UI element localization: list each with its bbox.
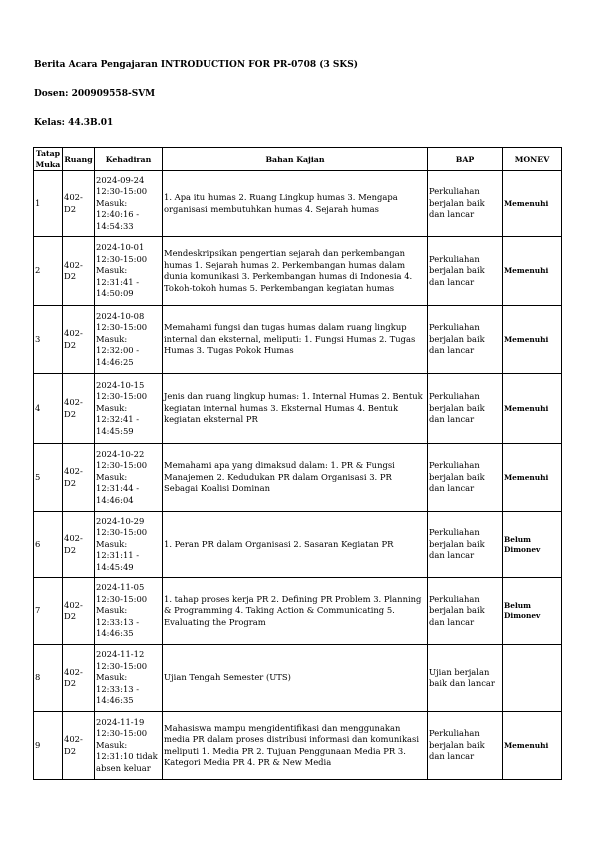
col-header-kehadiran: Kehadiran	[95, 148, 163, 171]
table-header-row	[34, 148, 562, 171]
cell-monev: Belum Dimonev	[503, 578, 562, 645]
cell-ruang: 402-D2	[63, 374, 95, 444]
cell-monev: Memenuhi	[503, 712, 562, 780]
cell-bap: Perkuliahan berjalan baik dan lancar	[428, 444, 503, 512]
cell-bap: Perkuliahan berjalan baik dan lancar	[428, 512, 503, 578]
cell-bap: Perkuliahan berjalan baik dan lancar	[428, 712, 503, 780]
table-body	[34, 171, 562, 780]
cell-bahan-kajian: Mahasiswa mampu mengidentifikasi dan menggunakan media PR dalam proses distribusi informasi dan komunikasi meliputi 1. Media PR 2. Tujuan Penggunaan Media PR 3. Kategori Media PR 4. PR & New Media	[163, 712, 428, 780]
table-row	[34, 512, 562, 578]
cell-bahan-kajian: Memahami apa yang dimaksud dalam: 1. PR & Fungsi Manajemen 2. Kedudukan PR dalam Organisasi 3. PR Sebagai Koalisi Dominan	[163, 444, 428, 512]
cell-kehadiran: 2024-10-01 12:30-15:00 Masuk: 12:31:41 - 14:50:09	[95, 237, 163, 306]
cell-ruang: 402-D2	[63, 444, 95, 512]
cell-ruang: 402-D2	[63, 645, 95, 712]
cell-tatap-muka: 1	[34, 171, 63, 237]
cell-bahan-kajian: 1. tahap proses kerja PR 2. Defining PR Problem 3. Planning & Programming 4. Taking Action & Communicating 5. Evaluating the Program	[163, 578, 428, 645]
cell-kehadiran: 2024-11-19 12:30-15:00 Masuk: 12:31:10 tidak absen keluar	[95, 712, 163, 780]
cell-monev: Memenuhi	[503, 444, 562, 512]
cell-ruang: 402-D2	[63, 578, 95, 645]
table-row	[34, 712, 562, 780]
dosen-line: Dosen: 200909558-SVM	[34, 89, 156, 99]
cell-kehadiran: 2024-10-22 12:30-15:00 Masuk: 12:31:44 - 14:46:04	[95, 444, 163, 512]
cell-tatap-muka: 2	[34, 237, 63, 306]
cell-ruang: 402-D2	[63, 306, 95, 374]
cell-monev: Belum Dimonev	[503, 512, 562, 578]
col-header-bap: BAP	[428, 148, 503, 171]
cell-ruang: 402-D2	[63, 712, 95, 780]
cell-tatap-muka: 6	[34, 512, 63, 578]
table-row	[34, 374, 562, 444]
cell-bahan-kajian: 1. Peran PR dalam Organisasi 2. Sasaran Kegiatan PR	[163, 512, 428, 578]
cell-monev: Memenuhi	[503, 374, 562, 444]
cell-bap: Perkuliahan berjalan baik dan lancar	[428, 171, 503, 237]
cell-kehadiran: 2024-10-15 12:30-15:00 Masuk: 12:32:41 - 14:45:59	[95, 374, 163, 444]
cell-kehadiran: 2024-11-12 12:30-15:00 Masuk: 12:33:13 - 14:46:35	[95, 645, 163, 712]
cell-bap: Perkuliahan berjalan baik dan lancar	[428, 237, 503, 306]
cell-tatap-muka: 5	[34, 444, 63, 512]
cell-bahan-kajian: Ujian Tengah Semester (UTS)	[163, 645, 428, 712]
col-header-monev: MONEV	[503, 148, 562, 171]
table-row	[34, 306, 562, 374]
table-row	[34, 645, 562, 712]
col-header-ruang: Ruang	[63, 148, 95, 171]
table-row	[34, 237, 562, 306]
cell-tatap-muka: 4	[34, 374, 63, 444]
cell-bahan-kajian: Mendeskripsikan pengertian sejarah dan perkembangan humas 1. Sejarah humas 2. Perkembangan humas dalam dunia komunikasi 3. Perkembangan humas di Indonesia 4. Tokoh-tokoh humas 5. Perkembangan kegiatan humas	[163, 237, 428, 306]
cell-bap: Perkuliahan berjalan baik dan lancar	[428, 374, 503, 444]
cell-bahan-kajian: 1. Apa itu humas 2. Ruang Lingkup humas 3. Mengapa organisasi membutuhkan humas 4. Sejarah humas	[163, 171, 428, 237]
kelas-line: Kelas: 44.3B.01	[34, 118, 114, 128]
cell-bap: Perkuliahan berjalan baik dan lancar	[428, 578, 503, 645]
cell-ruang: 402-D2	[63, 171, 95, 237]
cell-kehadiran: 2024-09-24 12:30-15:00 Masuk: 12:40:16 - 14:54:33	[95, 171, 163, 237]
cell-bap: Perkuliahan berjalan baik dan lancar	[428, 306, 503, 374]
document-title: Berita Acara Pengajaran INTRODUCTION FOR PR-0708 (3 SKS)	[34, 60, 358, 70]
cell-bap: Ujian berjalan baik dan lancar	[428, 645, 503, 712]
cell-monev: Memenuhi	[503, 171, 562, 237]
col-header-tatap-muka: Tatap Muka	[34, 148, 63, 171]
cell-tatap-muka: 7	[34, 578, 63, 645]
cell-bahan-kajian: Memahami fungsi dan tugas humas dalam ruang lingkup internal dan eksternal, meliputi: 1. Fungsi Humas 2. Tugas Humas 3. Tugas Pokok Humas	[163, 306, 428, 374]
cell-kehadiran: 2024-10-08 12:30-15:00 Masuk: 12:32:00 - 14:46:25	[95, 306, 163, 374]
cell-bahan-kajian: Jenis dan ruang lingkup humas: 1. Internal Humas 2. Bentuk kegiatan internal humas 3. Eksternal Humas 4. Bentuk kegiatan eksternal PR	[163, 374, 428, 444]
cell-monev	[503, 645, 562, 712]
table-row	[34, 578, 562, 645]
cell-kehadiran: 2024-11-05 12:30-15:00 Masuk: 12:33:13 - 14:46:35	[95, 578, 163, 645]
cell-monev: Memenuhi	[503, 306, 562, 374]
table-row	[34, 171, 562, 237]
cell-kehadiran: 2024-10-29 12:30-15:00 Masuk: 12:31:11 - 14:45:49	[95, 512, 163, 578]
cell-ruang: 402-D2	[63, 512, 95, 578]
cell-ruang: 402-D2	[63, 237, 95, 306]
table-row	[34, 444, 562, 512]
col-header-bahan-kajian: Bahan Kajian	[163, 148, 428, 171]
bap-table	[33, 147, 562, 780]
cell-tatap-muka: 8	[34, 645, 63, 712]
cell-tatap-muka: 3	[34, 306, 63, 374]
cell-monev: Memenuhi	[503, 237, 562, 306]
cell-tatap-muka: 9	[34, 712, 63, 780]
